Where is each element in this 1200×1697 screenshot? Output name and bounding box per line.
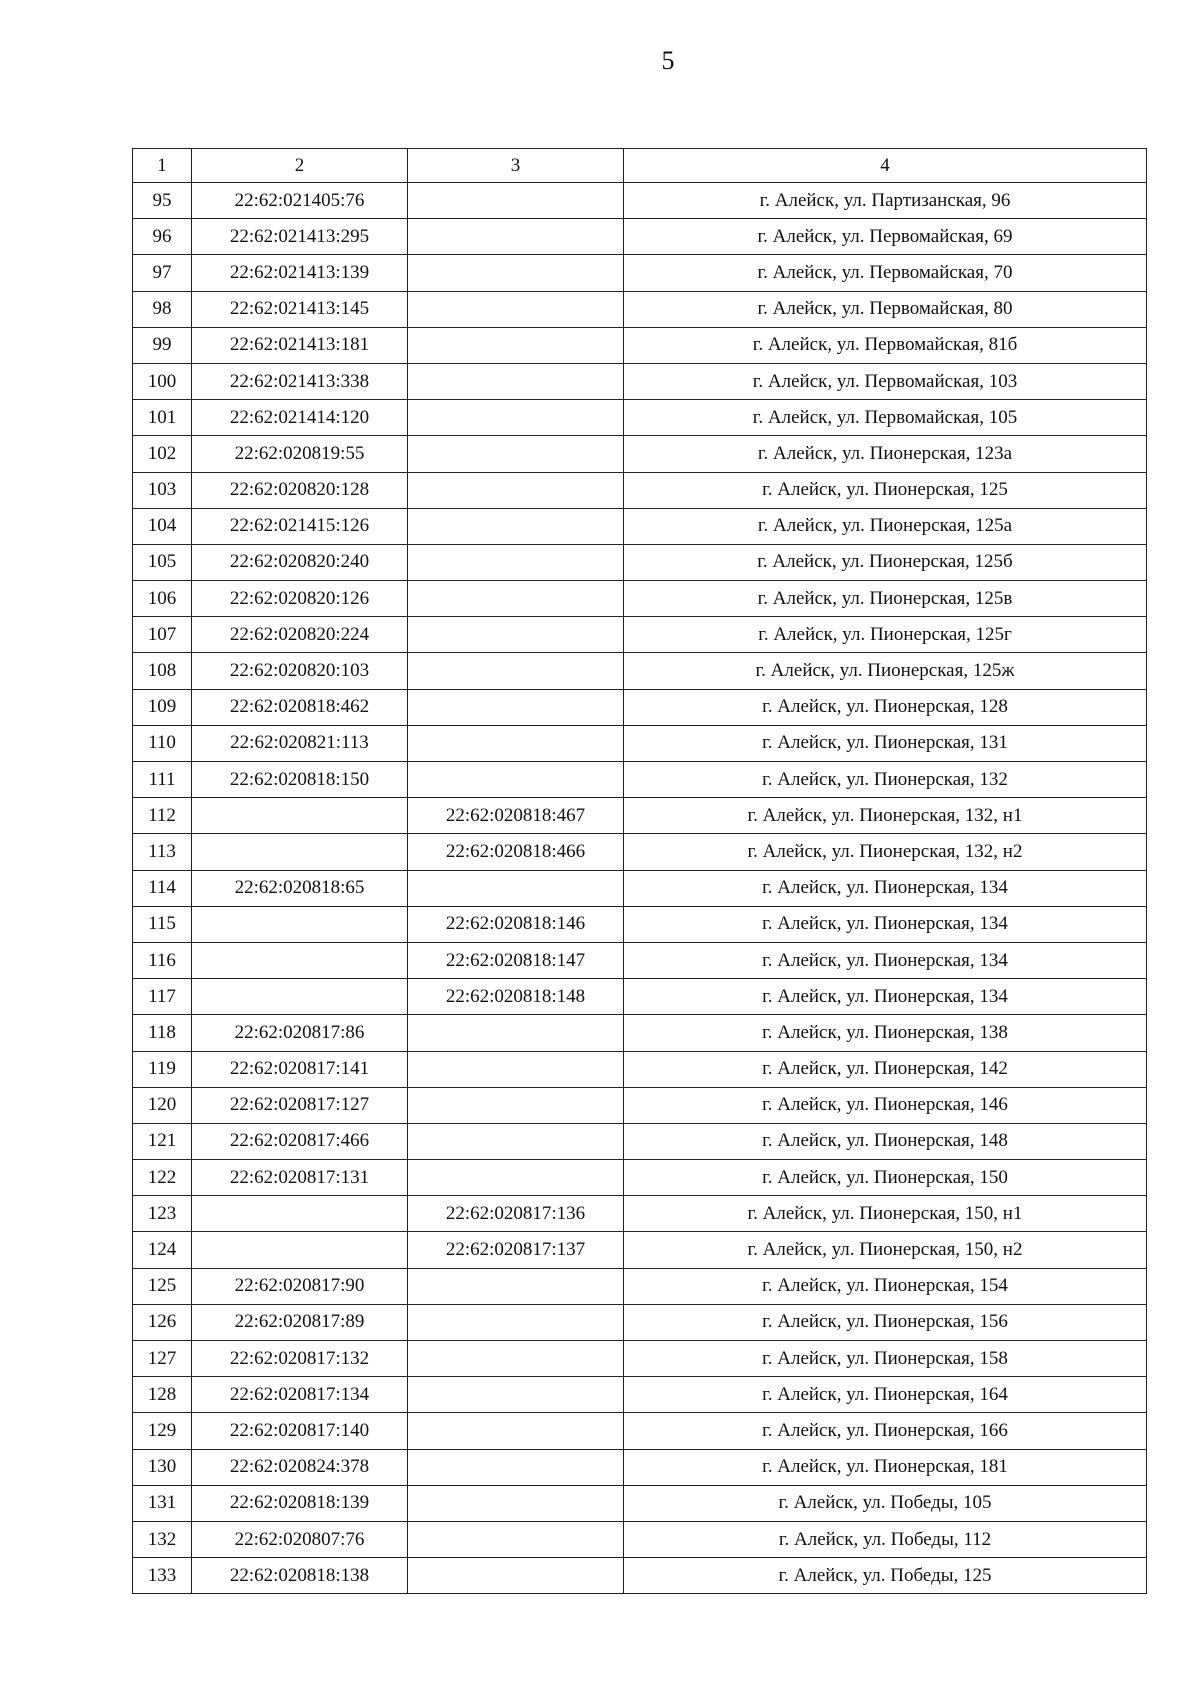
row-number-cell: 131 [133,1485,192,1521]
row-number-cell: 103 [133,472,192,508]
row-number-cell: 105 [133,544,192,580]
row-number-cell: 111 [133,762,192,798]
premises-cadastral-number-cell [408,1015,624,1051]
address-cell: г. Алейск, ул. Первомайская, 81б [624,327,1147,363]
row-number-cell: 107 [133,617,192,653]
address-cell: г. Алейск, ул. Пионерская, 125а [624,508,1147,544]
row-number-cell: 126 [133,1304,192,1340]
table-row [133,1015,1147,1051]
premises-cadastral-number-cell [408,363,624,399]
address-cell: г. Алейск, ул. Пионерская, 128 [624,689,1147,725]
premises-cadastral-number-cell [408,1087,624,1123]
premises-cadastral-number-cell [408,581,624,617]
table-row [133,1413,1147,1449]
address-cell: г. Алейск, ул. Пионерская, 134 [624,979,1147,1015]
cadastral-number-cell: 22:62:020817:90 [192,1268,408,1304]
address-cell: г. Алейск, ул. Пионерская, 131 [624,725,1147,761]
row-number-cell: 113 [133,834,192,870]
table-row [133,1449,1147,1485]
premises-cadastral-number-cell: 22:62:020818:467 [408,798,624,834]
premises-cadastral-number-cell [408,1160,624,1196]
cadastral-number-cell: 22:62:020817:131 [192,1160,408,1196]
cadastral-number-cell: 22:62:020817:141 [192,1051,408,1087]
address-cell: г. Алейск, ул. Пионерская, 125в [624,581,1147,617]
cadastral-number-cell [192,1232,408,1268]
row-number-cell: 128 [133,1377,192,1413]
address-cell: г. Алейск, ул. Пионерская, 132, н1 [624,798,1147,834]
row-number-cell: 95 [133,183,192,219]
cadastral-number-cell: 22:62:020817:466 [192,1123,408,1159]
table-row [133,1160,1147,1196]
address-cell: г. Алейск, ул. Пионерская, 125ж [624,653,1147,689]
address-cell: г. Алейск, ул. Первомайская, 105 [624,400,1147,436]
row-number-cell: 116 [133,942,192,978]
cadastral-number-cell: 22:62:020817:140 [192,1413,408,1449]
address-cell: г. Алейск, ул. Пионерская, 134 [624,870,1147,906]
table-row [133,942,1147,978]
cadastral-number-cell: 22:62:020817:127 [192,1087,408,1123]
premises-cadastral-number-cell [408,762,624,798]
premises-cadastral-number-cell: 22:62:020818:466 [408,834,624,870]
address-cell: г. Алейск, ул. Пионерская, 125б [624,544,1147,580]
row-number-cell: 109 [133,689,192,725]
row-number-cell: 97 [133,255,192,291]
premises-cadastral-number-cell [408,255,624,291]
row-number-cell: 110 [133,725,192,761]
premises-cadastral-number-cell [408,870,624,906]
cadastral-number-cell: 22:62:020819:55 [192,436,408,472]
column-header-3: 3 [408,149,624,183]
table-row [133,870,1147,906]
row-number-cell: 122 [133,1160,192,1196]
address-cell: г. Алейск, ул. Пионерская, 142 [624,1051,1147,1087]
row-number-cell: 123 [133,1196,192,1232]
row-number-cell: 121 [133,1123,192,1159]
cadastral-number-cell: 22:62:020824:378 [192,1449,408,1485]
premises-cadastral-number-cell: 22:62:020818:147 [408,942,624,978]
address-cell: г. Алейск, ул. Пионерская, 148 [624,1123,1147,1159]
cadastral-number-cell: 22:62:020821:113 [192,725,408,761]
row-number-cell: 117 [133,979,192,1015]
cadastral-number-cell: 22:62:021413:145 [192,291,408,327]
premises-cadastral-number-cell [408,472,624,508]
cadastral-number-cell: 22:62:020817:86 [192,1015,408,1051]
address-cell: г. Алейск, ул. Пионерская, 150, н1 [624,1196,1147,1232]
page-number: 5 [661,46,675,75]
premises-cadastral-number-cell: 22:62:020818:146 [408,906,624,942]
cadastral-number-cell [192,979,408,1015]
address-cell: г. Алейск, ул. Пионерская, 158 [624,1341,1147,1377]
cadastral-number-cell: 22:62:021415:126 [192,508,408,544]
property-table [132,148,1147,1594]
cadastral-number-cell [192,906,408,942]
address-cell: г. Алейск, ул. Победы, 105 [624,1485,1147,1521]
table-row [133,327,1147,363]
premises-cadastral-number-cell [408,1051,624,1087]
table-row [133,255,1147,291]
cadastral-number-cell: 22:62:020818:139 [192,1485,408,1521]
cadastral-number-cell: 22:62:020818:462 [192,689,408,725]
address-cell: г. Алейск, ул. Пионерская, 150 [624,1160,1147,1196]
premises-cadastral-number-cell [408,183,624,219]
table-row [133,1485,1147,1521]
cadastral-number-cell: 22:62:021413:139 [192,255,408,291]
row-number-cell: 101 [133,400,192,436]
premises-cadastral-number-cell: 22:62:020817:137 [408,1232,624,1268]
cadastral-number-cell: 22:62:020818:65 [192,870,408,906]
address-cell: г. Алейск, ул. Партизанская, 96 [624,183,1147,219]
premises-cadastral-number-cell [408,1521,624,1557]
address-cell: г. Алейск, ул. Пионерская, 166 [624,1413,1147,1449]
premises-cadastral-number-cell [408,1341,624,1377]
table-row [133,1232,1147,1268]
address-cell: г. Алейск, ул. Пионерская, 134 [624,942,1147,978]
cadastral-number-cell: 22:62:020820:126 [192,581,408,617]
table-row [133,798,1147,834]
column-header-2: 2 [192,149,408,183]
table-row [133,653,1147,689]
cadastral-number-cell: 22:62:020820:240 [192,544,408,580]
table-row [133,725,1147,761]
table-row [133,1341,1147,1377]
column-header-4: 4 [624,149,1147,183]
row-number-cell: 120 [133,1087,192,1123]
address-cell: г. Алейск, ул. Пионерская, 132 [624,762,1147,798]
premises-cadastral-number-cell [408,400,624,436]
row-number-cell: 108 [133,653,192,689]
address-cell: г. Алейск, ул. Пионерская, 181 [624,1449,1147,1485]
cadastral-number-cell: 22:62:020820:224 [192,617,408,653]
premises-cadastral-number-cell [408,436,624,472]
row-number-cell: 98 [133,291,192,327]
cadastral-number-cell: 22:62:020818:138 [192,1558,408,1594]
premises-cadastral-number-cell [408,327,624,363]
table-row [133,689,1147,725]
cadastral-number-cell: 22:62:020820:128 [192,472,408,508]
table-row [133,979,1147,1015]
row-number-cell: 100 [133,363,192,399]
row-number-cell: 115 [133,906,192,942]
table-row [133,762,1147,798]
table-row [133,1196,1147,1232]
premises-cadastral-number-cell [408,653,624,689]
table-row [133,291,1147,327]
cadastral-number-cell [192,834,408,870]
address-cell: г. Алейск, ул. Первомайская, 80 [624,291,1147,327]
table-row [133,1304,1147,1340]
row-number-cell: 99 [133,327,192,363]
cadastral-number-cell [192,942,408,978]
row-number-cell: 125 [133,1268,192,1304]
address-cell: г. Алейск, ул. Пионерская, 134 [624,906,1147,942]
address-cell: г. Алейск, ул. Пионерская, 125 [624,472,1147,508]
address-cell: г. Алейск, ул. Победы, 125 [624,1558,1147,1594]
table-row [133,183,1147,219]
row-number-cell: 119 [133,1051,192,1087]
address-cell: г. Алейск, ул. Пионерская, 132, н2 [624,834,1147,870]
table-row [133,617,1147,653]
table-body [133,149,1147,1594]
table-row [133,906,1147,942]
table-row [133,1521,1147,1557]
table-row [133,544,1147,580]
cadastral-number-cell: 22:62:020807:76 [192,1521,408,1557]
address-cell: г. Алейск, ул. Пионерская, 164 [624,1377,1147,1413]
address-cell: г. Алейск, ул. Пионерская, 156 [624,1304,1147,1340]
address-cell: г. Алейск, ул. Первомайская, 103 [624,363,1147,399]
table-row [133,1051,1147,1087]
row-number-cell: 124 [133,1232,192,1268]
premises-cadastral-number-cell [408,617,624,653]
row-number-cell: 130 [133,1449,192,1485]
row-number-cell: 106 [133,581,192,617]
table-row [133,1087,1147,1123]
premises-cadastral-number-cell [408,725,624,761]
row-number-cell: 114 [133,870,192,906]
row-number-cell: 132 [133,1521,192,1557]
premises-cadastral-number-cell [408,1485,624,1521]
cadastral-number-cell: 22:62:021413:295 [192,219,408,255]
cadastral-number-cell [192,798,408,834]
cadastral-number-cell: 22:62:021413:338 [192,363,408,399]
table-row [133,1377,1147,1413]
premises-cadastral-number-cell [408,1268,624,1304]
premises-cadastral-number-cell: 22:62:020817:136 [408,1196,624,1232]
row-number-cell: 127 [133,1341,192,1377]
table-row [133,363,1147,399]
premises-cadastral-number-cell [408,544,624,580]
address-cell: г. Алейск, ул. Пионерская, 154 [624,1268,1147,1304]
cadastral-number-cell: 22:62:020817:134 [192,1377,408,1413]
premises-cadastral-number-cell [408,291,624,327]
table-row [133,581,1147,617]
cadastral-number-cell: 22:62:021414:120 [192,400,408,436]
premises-cadastral-number-cell [408,1377,624,1413]
address-cell: г. Алейск, ул. Пионерская, 138 [624,1015,1147,1051]
premises-cadastral-number-cell [408,1123,624,1159]
table-header-row [133,149,1147,183]
cadastral-number-cell: 22:62:020820:103 [192,653,408,689]
premises-cadastral-number-cell [408,1304,624,1340]
premises-cadastral-number-cell [408,689,624,725]
premises-cadastral-number-cell [408,1413,624,1449]
premises-cadastral-number-cell [408,219,624,255]
premises-cadastral-number-cell: 22:62:020818:148 [408,979,624,1015]
address-cell: г. Алейск, ул. Пионерская, 123а [624,436,1147,472]
cadastral-number-cell: 22:62:020818:150 [192,762,408,798]
address-cell: г. Алейск, ул. Пионерская, 150, н2 [624,1232,1147,1268]
row-number-cell: 102 [133,436,192,472]
row-number-cell: 118 [133,1015,192,1051]
address-cell: г. Алейск, ул. Пионерская, 146 [624,1087,1147,1123]
row-number-cell: 133 [133,1558,192,1594]
table-row [133,1268,1147,1304]
table-row [133,1123,1147,1159]
premises-cadastral-number-cell [408,508,624,544]
row-number-cell: 129 [133,1413,192,1449]
address-cell: г. Алейск, ул. Победы, 112 [624,1521,1147,1557]
cadastral-number-cell: 22:62:020817:89 [192,1304,408,1340]
table-row [133,219,1147,255]
table-row [133,400,1147,436]
table-row [133,834,1147,870]
premises-cadastral-number-cell [408,1449,624,1485]
cadastral-number-cell [192,1196,408,1232]
address-cell: г. Алейск, ул. Первомайская, 69 [624,219,1147,255]
table-row [133,472,1147,508]
address-cell: г. Алейск, ул. Первомайская, 70 [624,255,1147,291]
row-number-cell: 96 [133,219,192,255]
row-number-cell: 112 [133,798,192,834]
table-row [133,508,1147,544]
table-row [133,436,1147,472]
cadastral-number-cell: 22:62:021405:76 [192,183,408,219]
table-row [133,1558,1147,1594]
address-cell: г. Алейск, ул. Пионерская, 125г [624,617,1147,653]
column-header-1: 1 [133,149,192,183]
cadastral-number-cell: 22:62:021413:181 [192,327,408,363]
row-number-cell: 104 [133,508,192,544]
premises-cadastral-number-cell [408,1558,624,1594]
cadastral-number-cell: 22:62:020817:132 [192,1341,408,1377]
